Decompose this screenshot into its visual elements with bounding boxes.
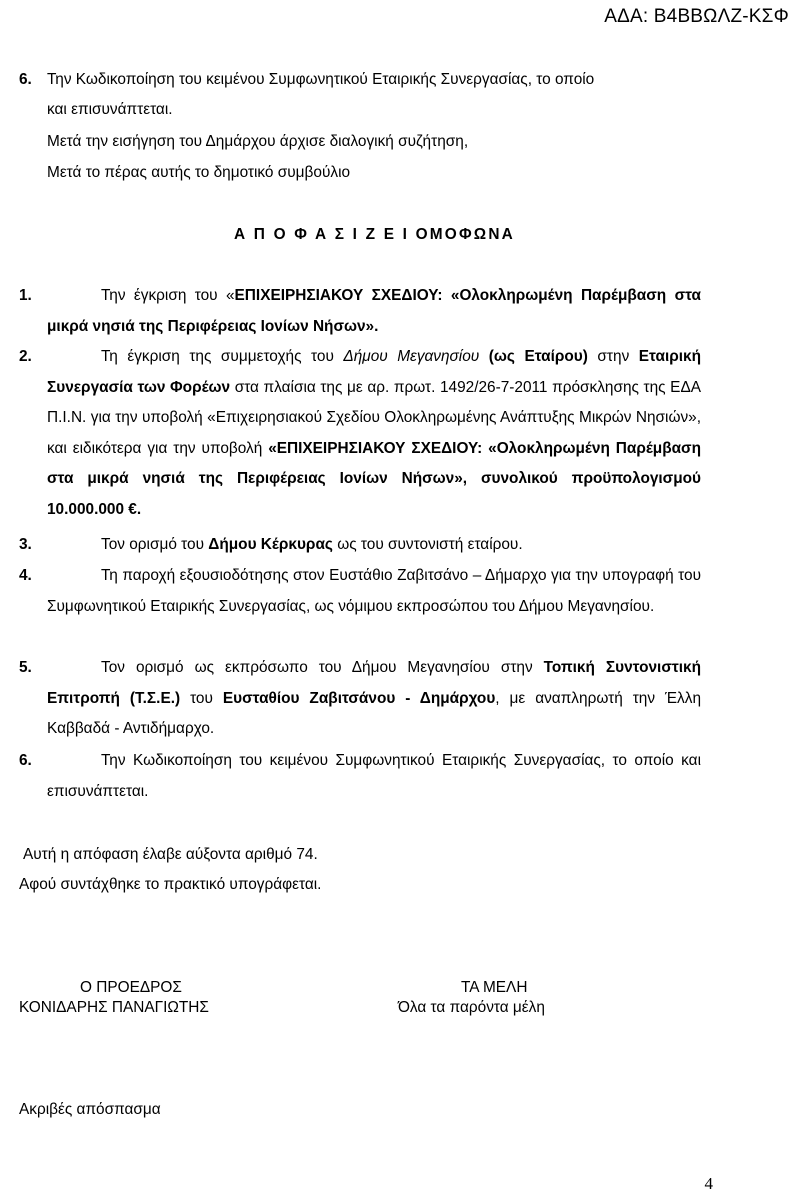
decision-number-5: 5. [19, 659, 32, 676]
decision-number-6: 6. [19, 752, 32, 769]
decision-3-text: Τον ορισμό του Δήμου Κέρκυρας ως του συντονιστή εταίρου. [101, 536, 523, 553]
decision-1-text: Την έγκριση του «ΕΠΙΧΕΙΡΗΣΙΑΚΟΥ ΣΧΕΔΙΟΥ: «Ολοκληρωμένη Παρέμβαση στα μικρά νησιά της Περιφέρειας Ιονίων Νήσων». [47, 287, 701, 335]
exact-extract-label: Ακριβές απόσπασμα [19, 1101, 161, 1118]
page-number: 4 [704, 1174, 713, 1193]
discussion-line: Μετά την εισήγηση του Δημάρχου άρχισε διαλογική συζήτηση, [47, 133, 469, 150]
chairman-name: ΚΟΝΙΔΑΡΗΣ ΠΑΝΑΓΙΩΤΗΣ [19, 999, 209, 1016]
intro-item-number: 6. [19, 71, 32, 88]
chairman-title: Ο ΠΡΟΕΔΡΟΣ [80, 979, 182, 996]
members-title: ΤΑ ΜΕΛΗ [461, 979, 528, 996]
decision-6-text: Την Κωδικοποίηση του κειμένου Συμφωνητικού Εταιρικής Συνεργασίας, το οποίο και επισυνάπτεται. [47, 752, 701, 800]
decision-4-text: Τη παροχή εξουσιοδότησης στον Ευστάθιο Ζαβιτσάνο – Δήμαρχο για την υπογραφή του Συμφωνητικού Εταιρικής Συνεργασίας, ως νόμιμου εκπροσώπου του Δήμου Μεγανησίου. [47, 567, 701, 615]
decision-number-4: 4. [19, 567, 32, 584]
minutes-statement: Αφού συντάχθηκε το πρακτικό υπογράφεται. [19, 876, 322, 893]
decision-number-2: 2. [19, 348, 32, 365]
decision-5-text: Τον ορισμό ως εκπρόσωπο του Δήμου Μεγανησίου στην Τοπική Συντονιστική Επιτροπή (Τ.Σ.Ε.) του Ευσταθίου Ζαβιτσάνου - Δημάρχου, με αναπληρωτή την Έλλη Καββαδά - Αντιδήμαρχο. [47, 659, 702, 737]
ada-code: ΑΔΑ: Β4ΒΒΩΛΖ-ΚΣΦ [604, 6, 789, 27]
decision-number-statement: Αυτή η απόφαση έλαβε αύξοντα αριθμό 74. [23, 846, 318, 863]
intro-item-line2: και επισυνάπτεται. [47, 101, 173, 118]
members-name: Όλα τα παρόντα μέλη [398, 999, 545, 1016]
council-line: Μετά το πέρας αυτής το δημοτικό συμβούλιο [47, 164, 351, 181]
decision-number-3: 3. [19, 536, 32, 553]
intro-item-line1: Την Κωδικοποίηση του κειμένου Συμφωνητικού Εταιρικής Συνεργασίας, το οποίο [47, 71, 595, 88]
decision-number-1: 1. [19, 287, 32, 304]
decision-heading: Α Π Ο Φ Α Σ Ι Ζ Ε Ι ΟΜΟΦΩΝΑ [234, 226, 515, 243]
decision-2-text: Τη έγκριση της συμμετοχής του Δήμου Μεγανησίου (ως Εταίρου) στην Εταιρική Συνεργασία των Φορέων στα πλαίσια της με αρ. πρωτ. 1492/26-7-2011 πρόσκλησης της ΕΔΑ Π.Ι.Ν. για την υποβολή «Επιχειρησιακού Σχεδίου Ολοκληρωμένης Ανάπτυξης Μικρών Νησιών», και ειδικότερα για την υποβολή «ΕΠΙΧΕΙΡΗΣΙΑΚΟΥ ΣΧΕΔΙΟΥ: «Ολοκληρωμένη Παρέμβαση στα μικρά νησιά της Περιφέρειας Ιονίων Νήσων», συνολικού προϋπολογισμού 10.000.000 €. [47, 348, 702, 518]
